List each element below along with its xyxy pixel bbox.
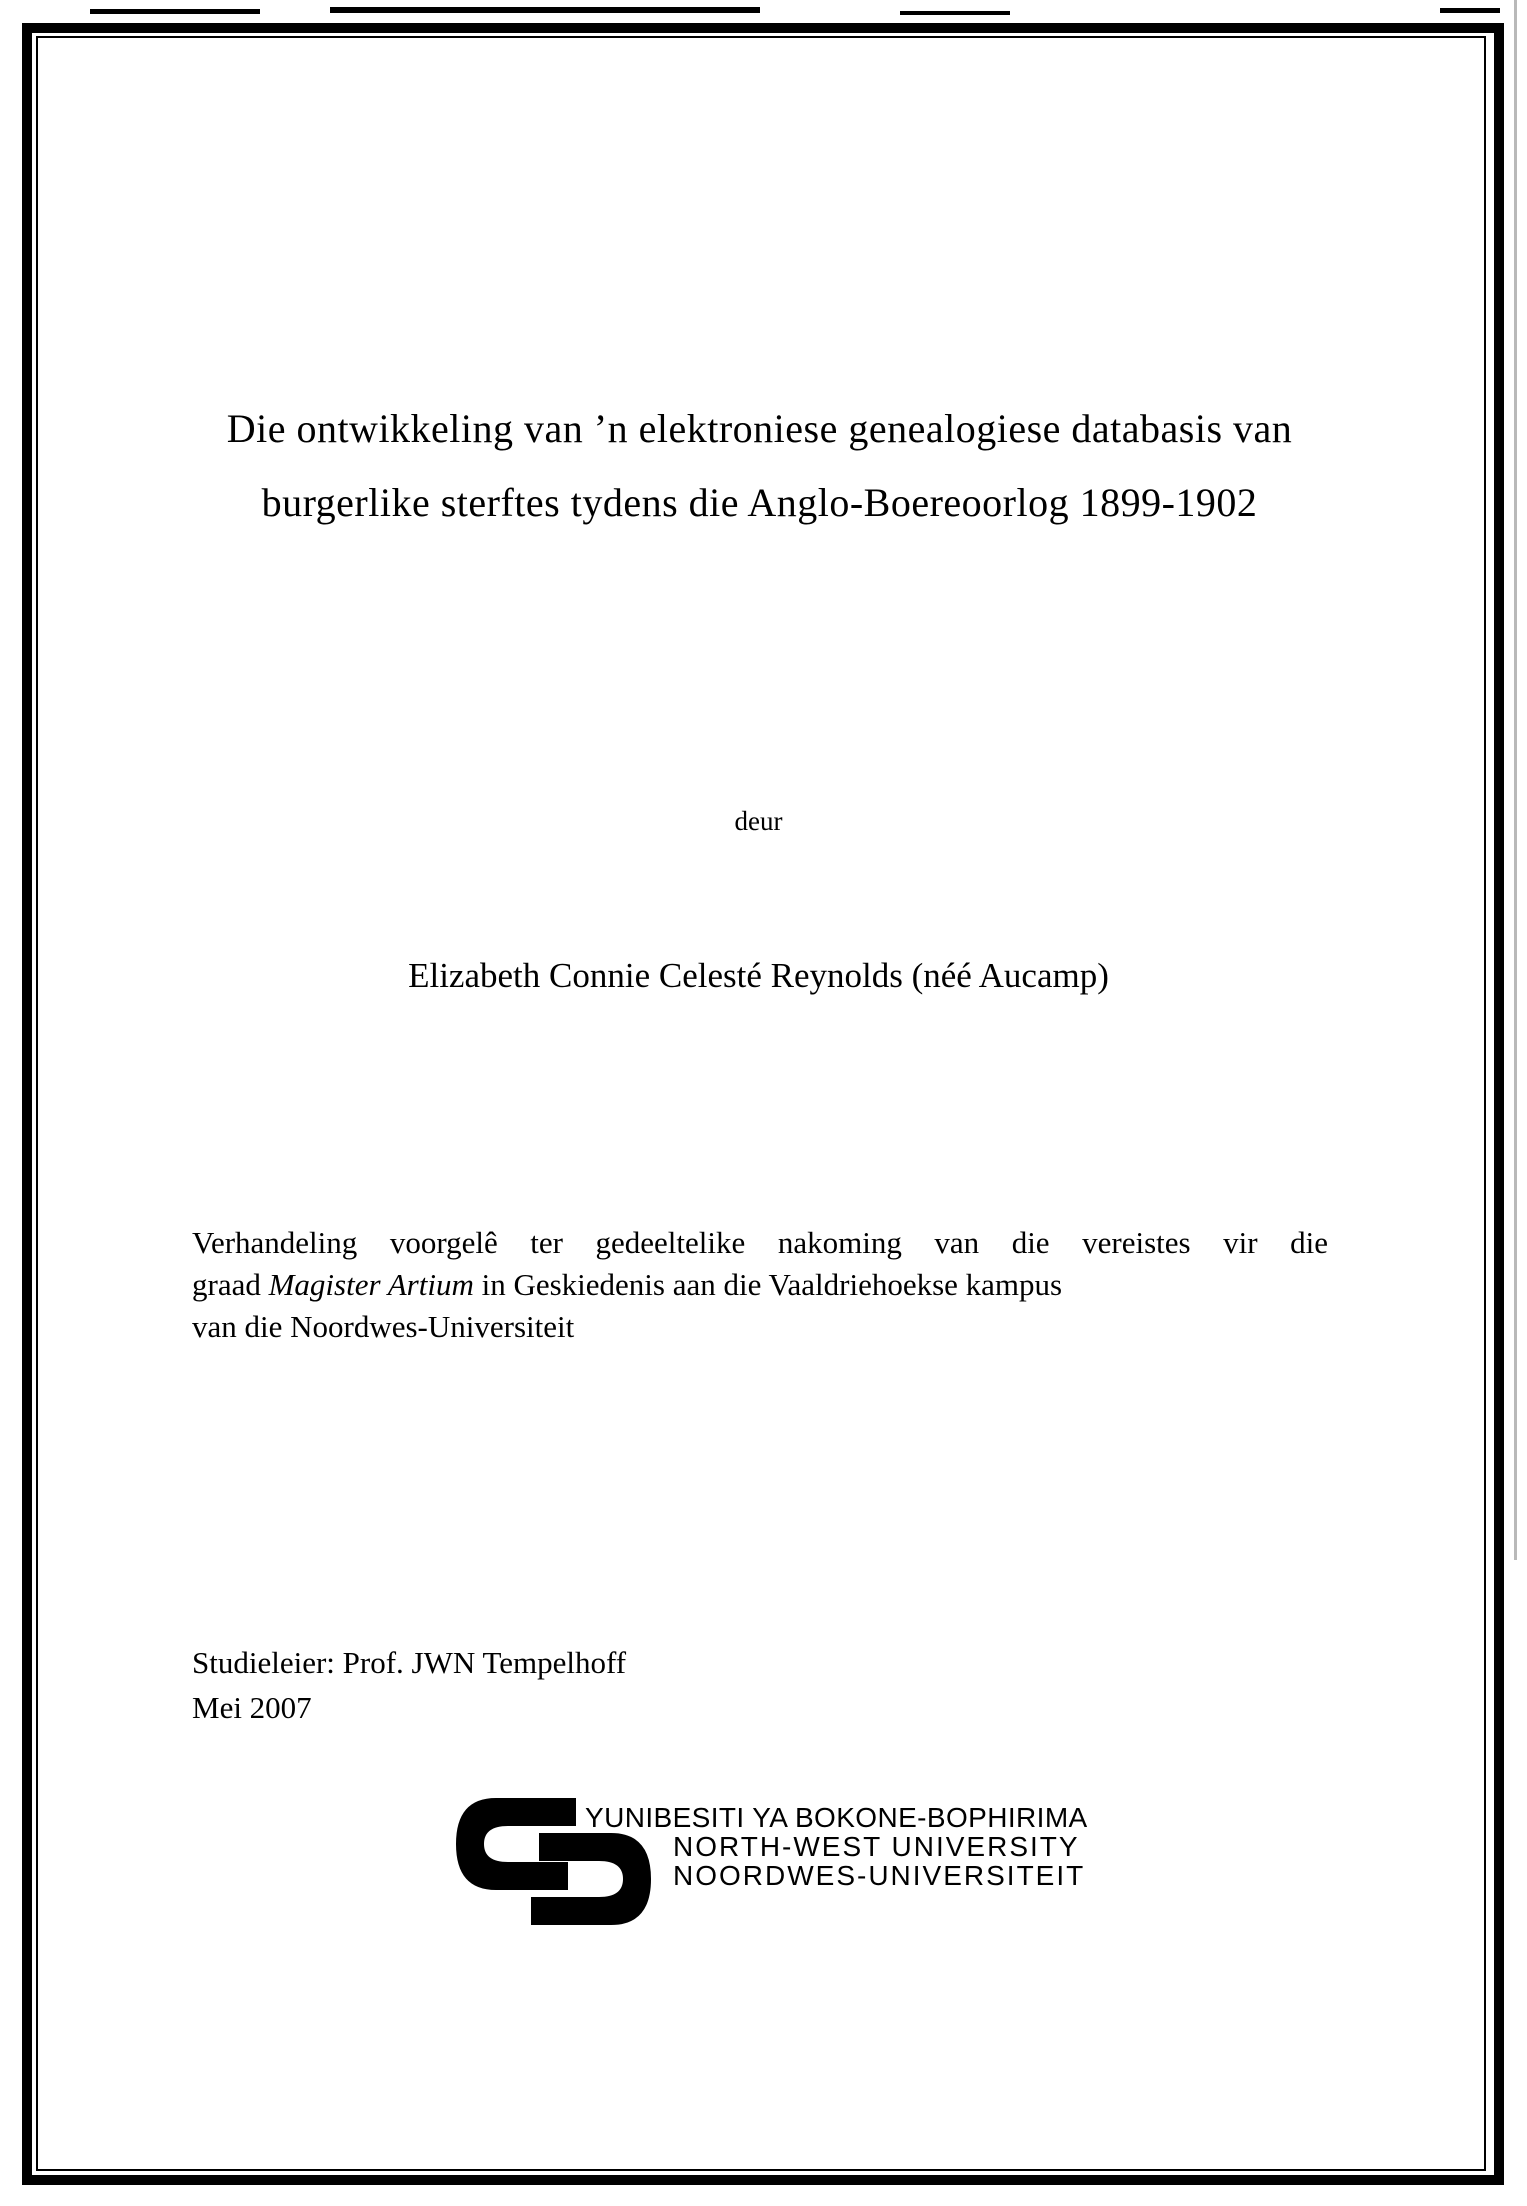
supervisor-line: Studieleier: Prof. JWN Tempelhoff (192, 1645, 627, 1680)
degree-statement (192, 1222, 1328, 1348)
logo-line-setswana: YUNIBESITI YA BOKONE-BOPHIRIMA (585, 1802, 1088, 1833)
logo-line-afrikaans: NOORDWES-UNIVERSITEIT (673, 1860, 1086, 1891)
nwu-logo-wordmark (585, 1803, 1088, 1890)
scan-artifact (900, 11, 1010, 15)
degree-statement-line2-post: in Geskiedenis aan die Vaaldriehoekse kampus (473, 1267, 1063, 1302)
date-line: Mei 2007 (192, 1690, 312, 1725)
degree-statement-line3: van die Noordwes-Universiteit (192, 1309, 575, 1344)
scan-artifact (1440, 8, 1500, 13)
scan-artifact (90, 9, 260, 14)
scan-artifact (1514, 0, 1517, 1560)
degree-statement-line2-pre: graad (192, 1267, 269, 1302)
degree-statement-line2 (192, 1264, 1328, 1306)
thesis-title-line2: burgerlike sterftes tydens die Anglo-Boereoorlog 1899-1902 (261, 480, 1258, 525)
thesis-title-line1: Die ontwikkeling van ’n elektroniese genealogiese databasis van (226, 406, 1293, 451)
supervisor-block (192, 1640, 626, 1730)
author-name: Elizabeth Connie Celesté Reynolds (néé Aucamp) (408, 956, 1109, 995)
logo-line-english: NORTH-WEST UNIVERSITY (673, 1831, 1080, 1862)
byline-label: deur (734, 806, 783, 836)
thesis-title (160, 392, 1359, 540)
degree-statement-line1: Verhandeling voorgelê ter gedeeltelike nakoming van die vereistes vir die (192, 1225, 1328, 1260)
scan-artifact (330, 7, 760, 13)
degree-name-italic: Magister Artium (268, 1267, 474, 1302)
